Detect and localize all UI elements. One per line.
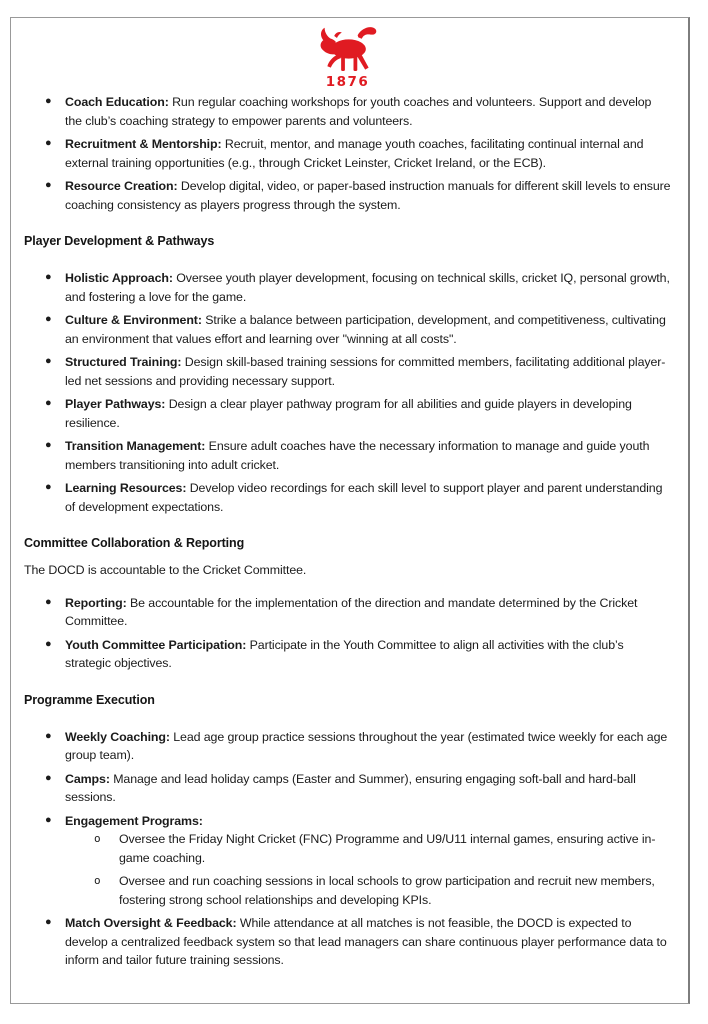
- bullet-icon: ●: [45, 137, 52, 149]
- circle-bullet-icon: o: [94, 832, 101, 845]
- bullet-icon: ●: [45, 916, 52, 928]
- list-item: [24, 914, 671, 970]
- bullet-label: Reporting:: [65, 595, 127, 610]
- sub-bullet-list: [65, 830, 671, 909]
- section-heading: Committee Collaboration & Reporting: [24, 536, 245, 550]
- bullet-label: Player Pathways:: [65, 397, 166, 411]
- bullet-label: Match Oversight & Feedback:: [65, 916, 237, 930]
- list-item: [24, 636, 671, 673]
- section-heading: Programme Execution: [24, 692, 155, 707]
- bullet-text: Develop video recordings for each skill level to support player and parent understanding of development expectations.: [65, 481, 663, 514]
- bullet-list: [24, 93, 671, 214]
- bullet-label: Structured Training:: [65, 355, 182, 369]
- bullet-label: Weekly Coaching:: [65, 729, 170, 744]
- circle-bullet-icon: o: [94, 874, 101, 887]
- bullet-label: Transition Management:: [65, 439, 206, 453]
- bullet-label: Resource Creation:: [65, 179, 178, 193]
- bullet-icon: ●: [45, 271, 52, 283]
- sub-list-item: [65, 830, 671, 867]
- bullet-icon: ●: [45, 397, 52, 409]
- list-item: [24, 311, 671, 348]
- bullet-text: Run regular coaching workshops for youth coaches and volunteers. Support and develop the club’s coaching strategy to empower parents and volunteers.: [65, 95, 652, 128]
- bullet-label: Culture & Environment:: [65, 313, 202, 327]
- bullet-label: Holistic Approach:: [65, 271, 173, 285]
- bullet-text: Design a clear player pathway program for all abilities and guide players in developing resilience.: [65, 397, 632, 430]
- list-item: [24, 770, 671, 807]
- list-item: [24, 93, 671, 130]
- bullet-icon: ●: [45, 313, 52, 325]
- lead-paragraph: The DOCD is accountable to the Cricket Committee.: [24, 563, 307, 577]
- list-item: [24, 728, 671, 765]
- bullet-text: Ensure adult coaches have the necessary information to manage and guide youth members transitioning into adult cricket.: [65, 439, 650, 472]
- bullet-text: Develop digital, video, or paper-based instruction manuals for different skill levels to ensure coaching consistency as players progress through the system.: [65, 179, 671, 212]
- document-page: [10, 17, 690, 1004]
- bullet-label: Learning Resources:: [65, 481, 187, 495]
- bullet-icon: ●: [45, 637, 52, 650]
- sub-list-item: [65, 872, 671, 909]
- bullet-icon: ●: [45, 595, 52, 608]
- list-item: [24, 353, 671, 390]
- bullet-list: [24, 728, 671, 970]
- bullet-text: Be accountable for the implementation of the direction and mandate determined by the Cricket Committee.: [65, 595, 638, 628]
- bullet-icon: ●: [45, 179, 52, 191]
- bullet-list: [24, 269, 671, 516]
- bullet-icon: ●: [45, 439, 52, 451]
- list-item: [24, 437, 671, 474]
- list-item: [24, 812, 671, 910]
- list-item: [24, 594, 671, 631]
- bullet-list: [24, 594, 671, 673]
- bullet-icon: ●: [45, 813, 52, 826]
- list-item: [24, 479, 671, 516]
- bullet-text: Lead age group practice sessions throughout the year (estimated twice weekly for each age group team).: [65, 729, 668, 762]
- bullet-text: Oversee and run coaching sessions in local schools to grow participation and recruit new members, fostering strong school relationships and developing KPIs.: [119, 874, 655, 907]
- bullet-label: Youth Committee Participation:: [65, 637, 247, 652]
- bullet-icon: ●: [45, 481, 52, 493]
- bullet-text: Manage and lead holiday camps (Easter and Summer), ensuring engaging soft-ball and hard-ball sessions.: [65, 771, 636, 804]
- list-item: [24, 177, 671, 214]
- bullet-text: Oversee youth player development, focusing on technical skills, cricket IQ, personal growth, and fostering a love for the game.: [65, 271, 670, 304]
- bullet-icon: ●: [45, 729, 52, 742]
- bullet-label: Engagement Programs:: [65, 813, 203, 828]
- bullet-icon: ●: [45, 355, 52, 367]
- bullet-label: Recruitment & Mentorship:: [65, 137, 222, 151]
- bullet-icon: ●: [45, 95, 52, 107]
- bullet-label: Camps:: [65, 771, 110, 786]
- bull-icon: [315, 24, 381, 74]
- list-item: [24, 135, 671, 172]
- club-logo: [24, 24, 671, 89]
- section-heading: Player Development & Pathways: [24, 234, 215, 248]
- bullet-label: Coach Education:: [65, 95, 169, 109]
- bullet-icon: ●: [45, 771, 52, 784]
- bullet-text: Recruit, mentor, and manage youth coaches, facilitating continual internal and external training opportunities (e.g., through Cricket Leinster, Cricket Ireland, or the ECB).: [65, 137, 644, 170]
- bullet-text: Oversee the Friday Night Cricket (FNC) Programme and U9/U11 internal games, ensuring active in-game coaching.: [119, 832, 656, 865]
- list-item: [24, 269, 671, 306]
- list-item: [24, 395, 671, 432]
- bullet-text: Design skill-based training sessions for committed members, facilitating additional player-led net sessions and providing necessary support.: [65, 355, 666, 388]
- bullet-text: While attendance at all matches is not feasible, the DOCD is expected to develop a centralized feedback system so that lead managers can share continuous player performance data to inform and tailor future training sessions.: [65, 916, 667, 967]
- logo-year: 1876: [325, 74, 370, 90]
- bullet-text: Participate in the Youth Committee to align all activities with the club’s strategic objectives.: [65, 637, 624, 670]
- bullet-text: Strike a balance between participation, development, and competitiveness, cultivating an environment that values effort and learning over "winning at all costs".: [65, 313, 666, 346]
